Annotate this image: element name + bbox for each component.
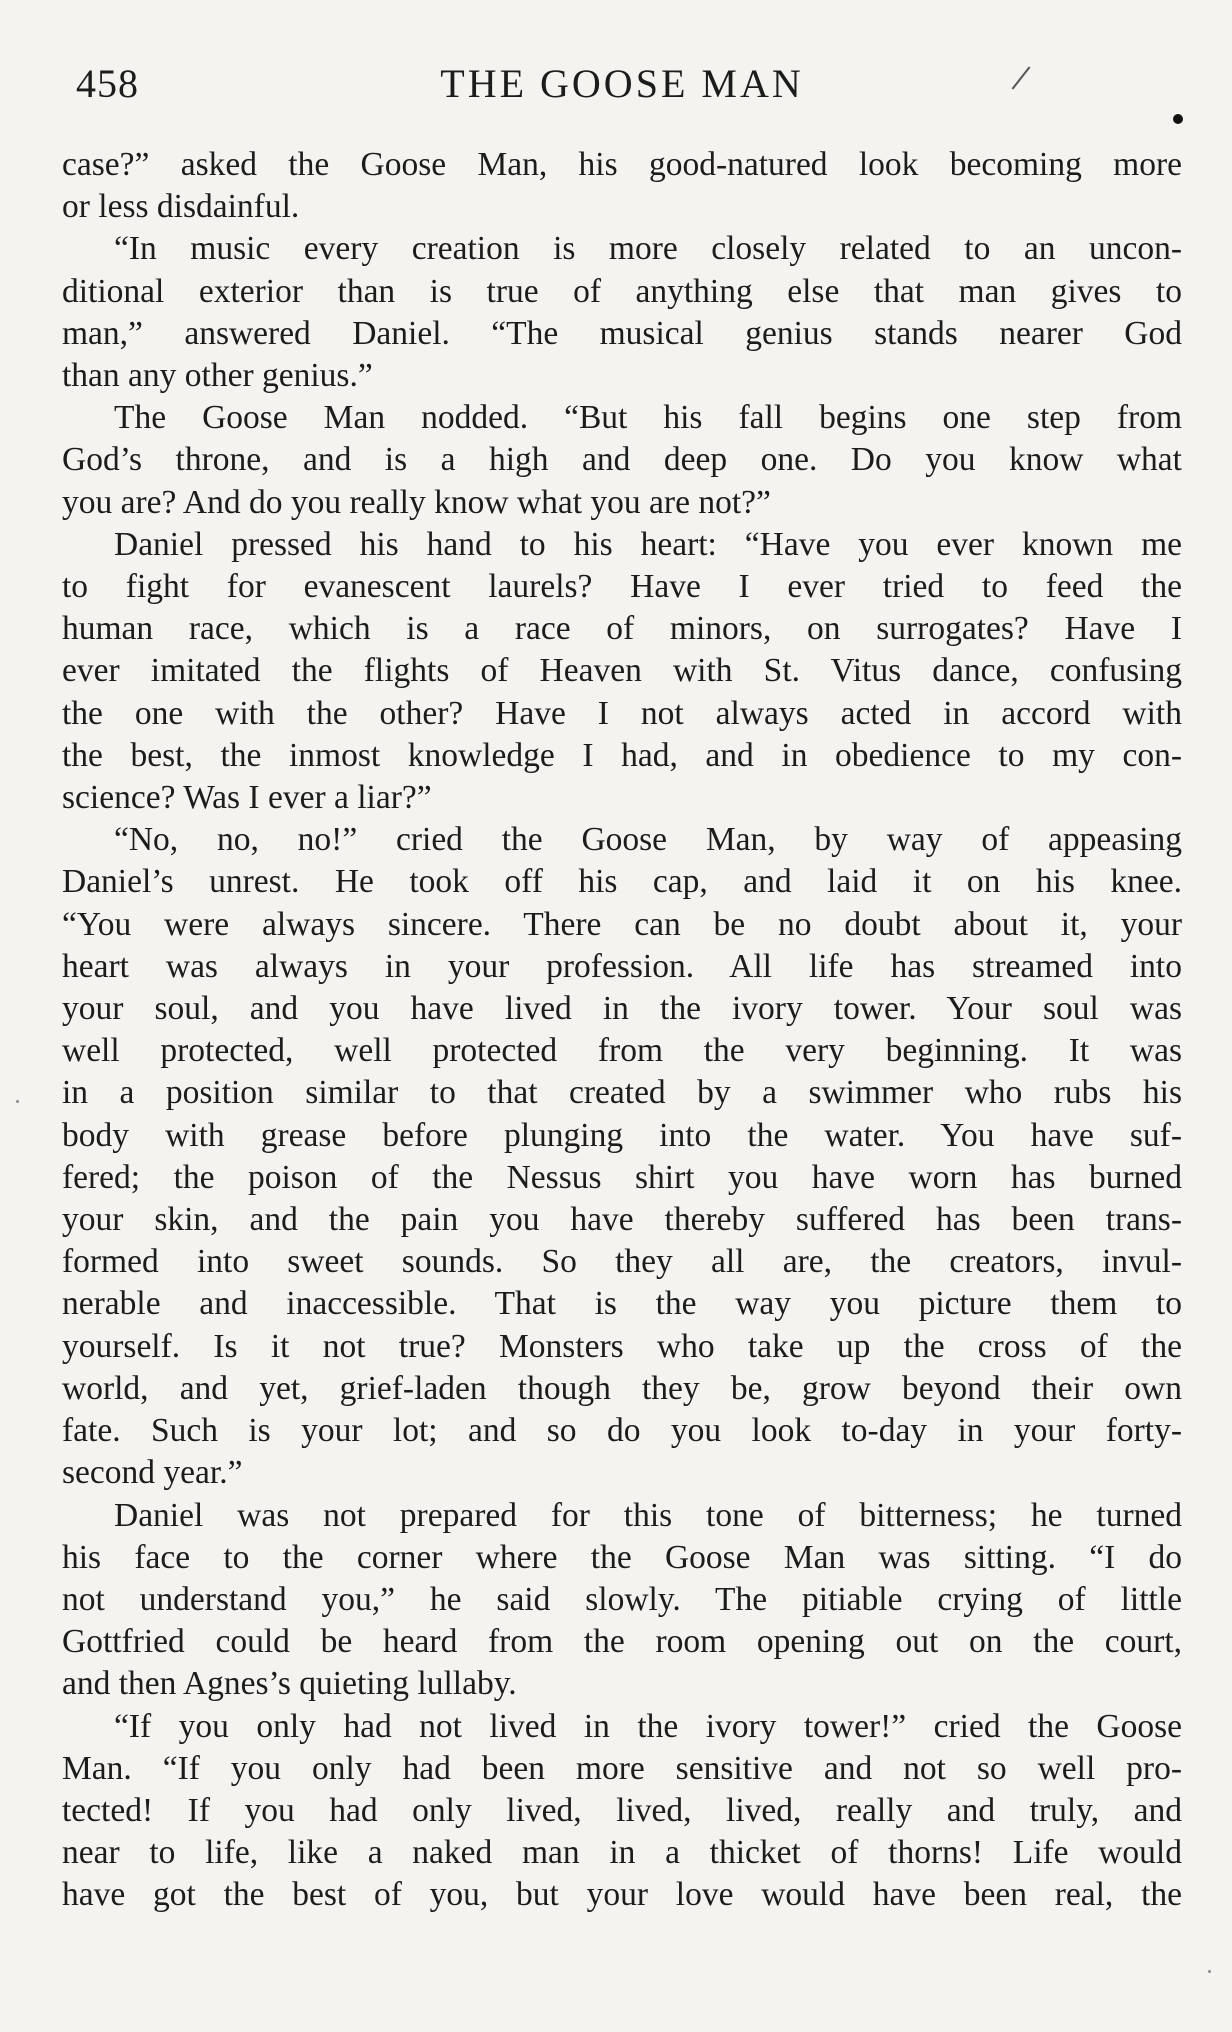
text-line: and then Agnes’s quieting lullaby. — [62, 1665, 517, 1703]
text-line: nerable and inaccessible. That is the way you picture them to — [62, 1285, 1182, 1323]
text-line: heart was always in your profession. All life has streamed into — [62, 947, 1182, 985]
page-header — [62, 60, 1182, 122]
body-text — [62, 144, 1182, 1917]
text-line: case?” asked the Goose Man, his good-natured look becoming more — [62, 146, 1182, 183]
text-line: fate. Such is your lot; and so do you look to-day in your forty- — [62, 1412, 1182, 1450]
text-line: “In music every creation is more closely related to an uncon- — [114, 230, 1182, 268]
text-line: world, and yet, grief-laden though they be, grow beyond their own — [62, 1369, 1182, 1407]
text-line: Daniel was not prepared for this tone of bitterness; he turned — [114, 1496, 1182, 1534]
text-line: Gottfried could be heard from the room opening out on the court, — [62, 1623, 1182, 1661]
text-line: Man. “If you only had been more sensitive and not so well pro- — [62, 1749, 1182, 1787]
text-line: ditional exterior than is true of anything else that man gives to — [62, 272, 1182, 310]
text-line: The Goose Man nodded. “But his fall begins one step from — [114, 399, 1182, 437]
text-line: your skin, and the pain you have thereby suffered has been trans- — [62, 1201, 1182, 1239]
text-line: human race, which is a race of minors, on surrogates? Have I — [62, 610, 1182, 648]
text-line: have got the best of you, but your love would have been real, the — [62, 1876, 1182, 1914]
text-line: to fight for evanescent laurels? Have I ever tried to feed the — [62, 568, 1182, 606]
text-line: God’s throne, and is a high and deep one. Do you know what — [62, 441, 1182, 479]
text-line: “No, no, no!” cried the Goose Man, by way of appeasing — [114, 821, 1182, 859]
text-line: the one with the other? Have I not always acted in accord with — [62, 694, 1182, 732]
page-number: 458 — [76, 61, 139, 106]
text-line: “If you only had not lived in the ivory tower!” cried the Goose — [114, 1707, 1182, 1745]
text-line: your soul, and you have lived in the ivory tower. Your soul was — [62, 990, 1182, 1028]
text-line: Daniel’s unrest. He took off his cap, and laid it on his knee. — [62, 863, 1182, 901]
text-line: second year.” — [62, 1454, 243, 1492]
text-line: the best, the inmost knowledge I had, and in obedience to my con- — [62, 736, 1182, 774]
text-line: in a position similar to that created by a swimmer who rubs his — [62, 1074, 1182, 1112]
text-line: tected! If you had only lived, lived, lived, really and truly, and — [62, 1791, 1182, 1829]
text-line: not understand you,” he said slowly. The pitiable crying of little — [62, 1580, 1182, 1618]
text-line: or less disdainful. — [62, 188, 300, 226]
text-line: Daniel pressed his hand to his heart: “Have you ever known me — [114, 525, 1182, 563]
text-line: you are? And do you really know what you are not?” — [62, 483, 771, 521]
text-line: formed into sweet sounds. So they all are, the creators, invul- — [62, 1243, 1182, 1281]
ink-dot — [1173, 114, 1183, 124]
text-line: well protected, well protected from the very beginning. It was — [62, 1032, 1182, 1070]
text-line: yourself. Is it not true? Monsters who take up the cross of the — [62, 1327, 1182, 1365]
paper-speck — [16, 1100, 19, 1103]
text-line: than any other genius.” — [62, 357, 373, 395]
book-page — [62, 60, 1182, 1917]
text-line: ever imitated the flights of Heaven with St. Vitus dance, confusing — [62, 652, 1182, 690]
text-line: near to life, like a naked man in a thicket of thorns! Life would — [62, 1834, 1182, 1872]
running-title: THE GOOSE MAN — [440, 61, 804, 106]
text-line: body with grease before plunging into the water. You have suf- — [62, 1116, 1182, 1154]
text-line: “You were always sincere. There can be no doubt about it, your — [62, 905, 1182, 943]
paper-speck — [1208, 1970, 1211, 1973]
text-line: fered; the poison of the Nessus shirt you have worn has burned — [62, 1158, 1182, 1196]
text-line: his face to the corner where the Goose Man was sitting. “I do — [62, 1538, 1182, 1576]
text-line: science? Was I ever a liar?” — [62, 779, 432, 817]
text-line: man,” answered Daniel. “The musical genius stands nearer God — [62, 314, 1182, 352]
